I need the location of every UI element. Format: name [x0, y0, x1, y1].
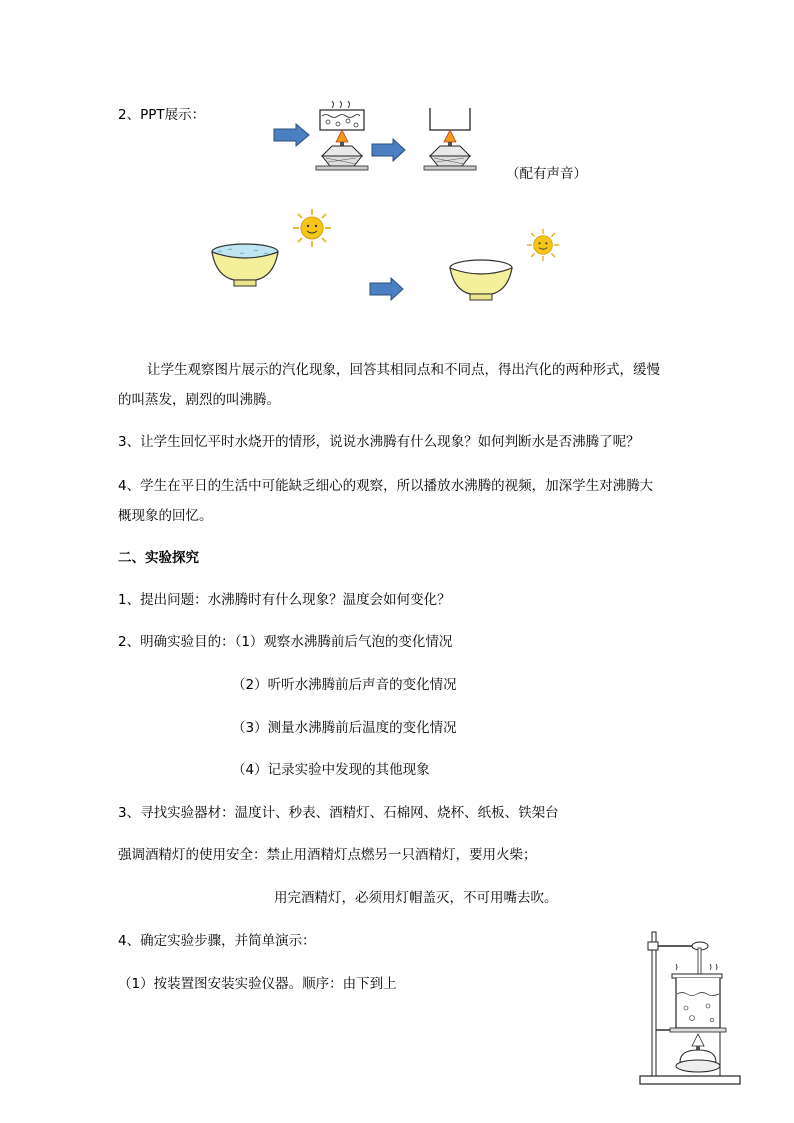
safety-line1: 强调酒精灯的使用安全：禁止用酒精灯点燃另一只酒精灯，要用火柴； — [118, 847, 537, 863]
item-4-line2: 概现象的回忆。 — [118, 508, 213, 524]
substep-1: （1）按装置图安装实验仪器。顺序：由下到上 — [118, 976, 397, 992]
arrow-right-icon — [274, 124, 310, 146]
step-4: 4、确定实验步骤，并简单演示： — [118, 933, 316, 949]
step-1: 1、提出问题：水沸腾时有什么现象？温度会如何变化？ — [118, 592, 451, 608]
item-4-line1: 4、学生在平日的生活中可能缺乏细心的观察，所以播放水沸腾的视频，加深学生对沸腾大 — [118, 478, 654, 494]
bowl-with-water-illustration — [210, 242, 280, 288]
arrow-right-icon — [372, 139, 406, 161]
step-3: 3、寻找实验器材：温度计、秒表、酒精灯、石棉网、烧杯、纸板、铁架台 — [118, 805, 559, 821]
boiling-apparatus-diagram — [636, 928, 744, 1088]
safety-line2: 用完酒精灯，必须用灯帽盖灭，不可用嘴去吹。 — [274, 890, 558, 906]
goal-4: （4）记录实验中发现的其他现象 — [232, 762, 430, 778]
sun-icon — [292, 208, 332, 248]
goal-3: （3）测量水沸腾前后温度的变化情况 — [232, 720, 457, 736]
paragraph-observe-line1: 让学生观察图片展示的汽化现象，回答其相同点和不同点，得出汽化的两种形式，缓慢 — [147, 362, 660, 378]
item-3: 3、让学生回忆平时水烧开的情形，说说水沸腾有什么现象？如何判断水是否沸腾了呢？ — [118, 434, 640, 450]
sound-note: （配有声音） — [506, 166, 587, 182]
section-title: 二、实验探究 — [118, 550, 199, 566]
goal-2: （2）听听水沸腾前后声音的变化情况 — [232, 677, 457, 693]
ppt-label: 2、PPT展示： — [118, 107, 206, 123]
paragraph-observe-line2: 的叫蒸发，剧烈的叫沸腾。 — [118, 392, 280, 408]
step-2: 2、明确实验目的：（1）观察水沸腾前后气泡的变化情况 — [118, 634, 453, 650]
empty-pot-on-burner-illustration — [420, 100, 480, 180]
boiling-pot-on-burner-illustration — [312, 100, 372, 180]
sun-icon — [526, 228, 560, 262]
empty-bowl-illustration — [448, 258, 514, 302]
arrow-right-icon — [370, 278, 404, 300]
